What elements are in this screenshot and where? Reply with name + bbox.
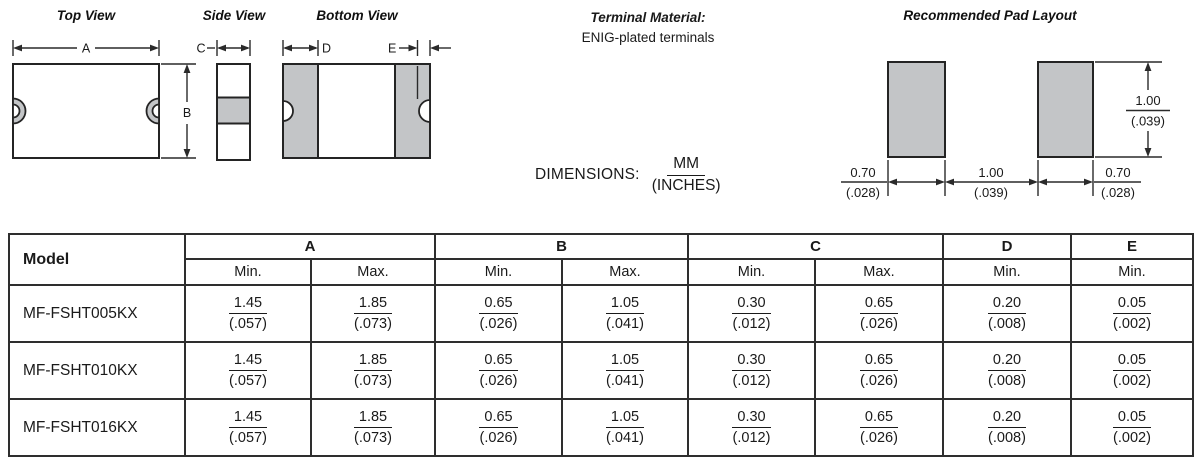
bottom-view-diagram bbox=[275, 38, 460, 170]
value-cell: $\frac{1.45}{(.057)}$ bbox=[185, 285, 311, 342]
side-terminal-band bbox=[217, 98, 250, 124]
dim-label-b: B bbox=[182, 106, 192, 120]
model-cell: MF-FSHT005KX bbox=[9, 285, 185, 342]
value-cell: $\frac{1.05}{(.041)}$ bbox=[562, 285, 688, 342]
value-cell: $\frac{0.30}{(.012)}$ bbox=[688, 399, 815, 456]
value-cell: $\frac{0.30}{(.012)}$ bbox=[688, 285, 815, 342]
pad-height-in: (.039) bbox=[1131, 113, 1165, 129]
subheader: Max. bbox=[815, 259, 943, 285]
d-dimension bbox=[283, 40, 331, 56]
units-mm: MM bbox=[667, 155, 705, 176]
left-pad-width-mm: 0.70 bbox=[850, 165, 876, 180]
group-header-a: A bbox=[185, 234, 435, 259]
e-dimension bbox=[388, 40, 451, 56]
component-body-bottom bbox=[318, 64, 395, 158]
value-cell: $\frac{0.30}{(.012)}$ bbox=[688, 342, 815, 399]
bottom-view-title: Bottom View bbox=[316, 8, 398, 23]
pad-layout-title: Recommended Pad Layout bbox=[903, 8, 1077, 23]
group-header-c: C bbox=[688, 234, 943, 259]
value-cell: $\frac{0.05}{(.002)}$ bbox=[1071, 342, 1193, 399]
value-cell: $\frac{1.85}{(.073)}$ bbox=[311, 399, 435, 456]
value-cell: $\frac{1.05}{(.041)}$ bbox=[562, 399, 688, 456]
model-cell: MF-FSHT010KX bbox=[9, 342, 185, 399]
c-dimension bbox=[196, 40, 250, 56]
value-cell: $\frac{1.85}{(.073)}$ bbox=[311, 342, 435, 399]
model-column-header: Model bbox=[9, 234, 185, 285]
pad-height-mm: 1.00 bbox=[1135, 93, 1161, 108]
top-view-title: Top View bbox=[56, 8, 116, 23]
subheader: Min. bbox=[943, 259, 1071, 285]
subheader: Min. bbox=[688, 259, 815, 285]
side-view-title: Side View bbox=[202, 8, 266, 23]
group-header-e: E bbox=[1071, 234, 1193, 259]
subheader: Max. bbox=[311, 259, 435, 285]
dim-label-d: D bbox=[322, 41, 332, 56]
value-cell: $\frac{0.05}{(.002)}$ bbox=[1071, 399, 1193, 456]
table-row bbox=[9, 285, 1193, 342]
value-cell: $\frac{1.45}{(.057)}$ bbox=[185, 399, 311, 456]
subheader: Max. bbox=[562, 259, 688, 285]
value-cell: $\frac{1.45}{(.057)}$ bbox=[185, 342, 311, 399]
subheader: Min. bbox=[1071, 259, 1193, 285]
value-cell: $\frac{0.05}{(.002)}$ bbox=[1071, 285, 1193, 342]
right-pad-width-in: (.028) bbox=[1101, 185, 1135, 200]
pad-layout-diagram bbox=[830, 30, 1200, 215]
pad-left bbox=[888, 62, 945, 157]
value-cell: $\frac{1.05}{(.041)}$ bbox=[562, 342, 688, 399]
value-cell: $\frac{0.65}{(.026)}$ bbox=[815, 399, 943, 456]
table-row bbox=[9, 342, 1193, 399]
pad-right bbox=[1038, 62, 1093, 157]
dim-label-e: E bbox=[388, 41, 397, 56]
terminal-material-block bbox=[532, 8, 764, 48]
right-pad-width-mm: 0.70 bbox=[1105, 165, 1131, 180]
subheader: Min. bbox=[185, 259, 311, 285]
units-fraction bbox=[652, 155, 721, 195]
terminal-material-heading: Terminal Material: bbox=[590, 10, 706, 25]
pad-gap-in: (.039) bbox=[974, 185, 1008, 200]
subheader: Min. bbox=[435, 259, 562, 285]
dimensions-note bbox=[535, 155, 721, 195]
value-cell: $\frac{0.65}{(.026)}$ bbox=[815, 285, 943, 342]
value-cell: $\frac{0.65}{(.026)}$ bbox=[815, 342, 943, 399]
side-view-diagram bbox=[190, 38, 268, 170]
value-cell: $\frac{0.65}{(.026)}$ bbox=[435, 399, 562, 456]
dimensions-table bbox=[8, 233, 1194, 457]
terminal-material-text: ENIG-plated terminals bbox=[581, 30, 715, 45]
group-header-b: B bbox=[435, 234, 688, 259]
value-cell: $\frac{0.20}{(.008)}$ bbox=[943, 285, 1071, 342]
table-row bbox=[9, 399, 1193, 456]
top-view-diagram bbox=[0, 38, 200, 170]
dimensions-label: DIMENSIONS: bbox=[535, 166, 640, 184]
component-body-top bbox=[13, 64, 159, 158]
group-header-d: D bbox=[943, 234, 1071, 259]
value-cell: $\frac{0.65}{(.026)}$ bbox=[435, 285, 562, 342]
dim-label-c: C bbox=[196, 41, 206, 56]
vertical-dimension bbox=[1095, 62, 1170, 157]
value-cell: $\frac{0.20}{(.008)}$ bbox=[943, 399, 1071, 456]
value-cell: $\frac{0.65}{(.026)}$ bbox=[435, 342, 562, 399]
pad-gap-mm: 1.00 bbox=[978, 165, 1004, 180]
left-pad-width-in: (.028) bbox=[846, 185, 880, 200]
horizontal-dimensions bbox=[841, 160, 1141, 200]
value-cell: $\frac{1.85}{(.073)}$ bbox=[311, 285, 435, 342]
dim-label-a: A bbox=[81, 41, 91, 56]
units-inches: (INCHES) bbox=[651, 176, 721, 194]
model-cell: MF-FSHT016KX bbox=[9, 399, 185, 456]
value-cell: $\frac{0.20}{(.008)}$ bbox=[943, 342, 1071, 399]
a-dimension bbox=[13, 40, 159, 56]
